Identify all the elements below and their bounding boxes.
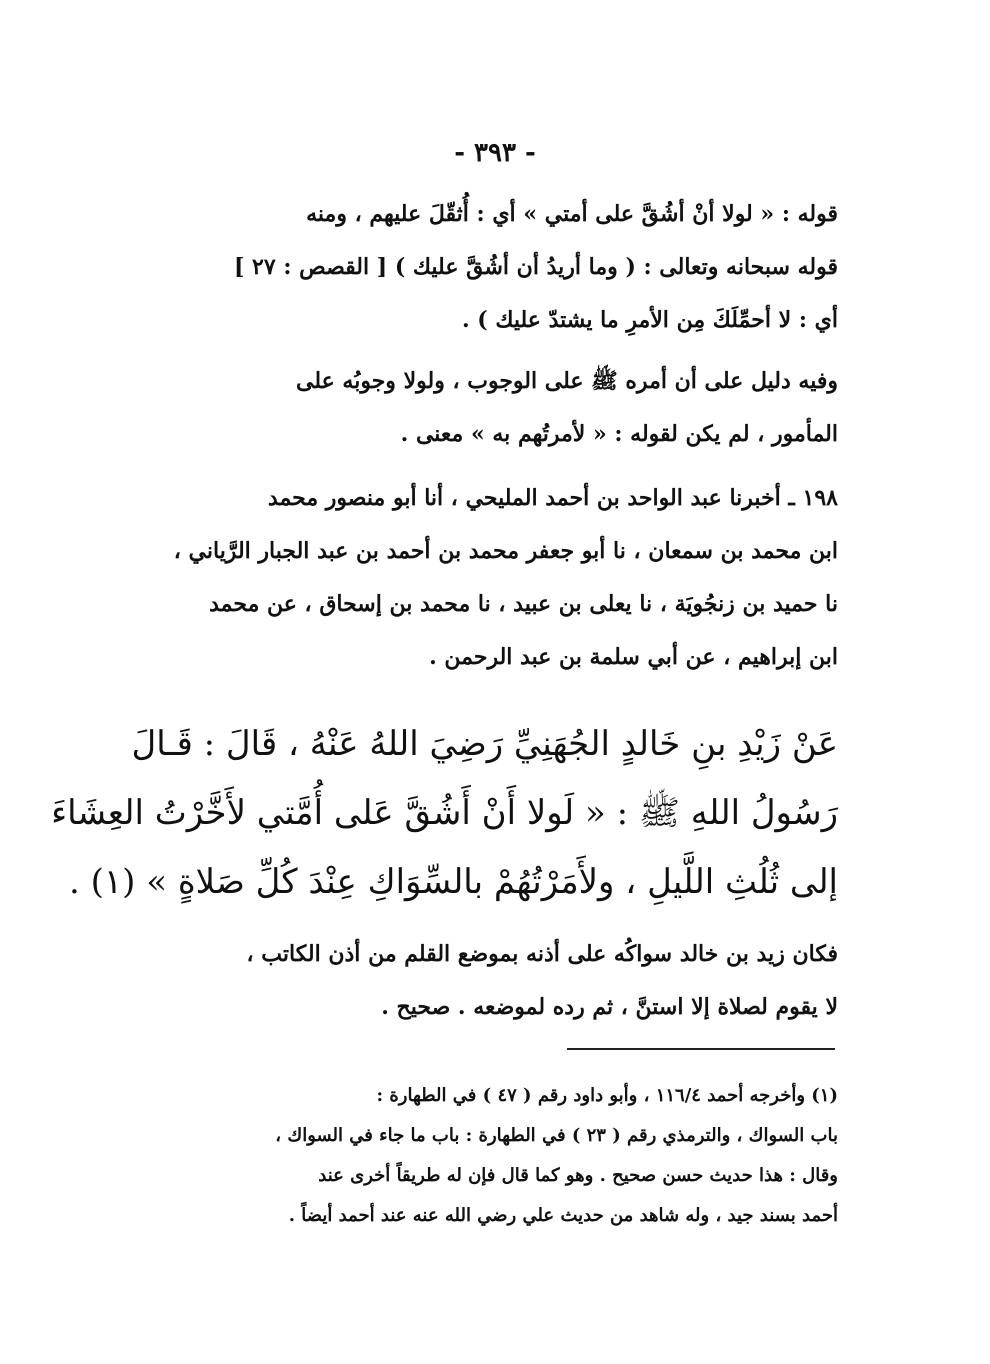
text-line: نا حميد بن زنجُويَة ، نا يعلى بن عبيد ، نا محمد بن إسحاق ، عن محمد [209,591,838,617]
text-line: وفيه دليل على أن أمره ﷺ على الوجوب ، ولولا وجوبُه على [296,368,838,394]
footnote-line: باب السواك ، والترمذي رقم ( ٢٣ ) في الطهارة : باب ما جاء في السواك ، [275,1125,838,1146]
hadith-line: رَسُولُ اللهِ ﷺ : « لَولا أَنْ أَشُقَّ عَلى أُمَّتي لأَخَّرْتُ العِشَاءَ [51,793,838,833]
text-line: أي : لا أحمِّلَكَ مِن الأمرِ ما يشتدّ عليك ) . [461,307,838,333]
text-line: ابن إبراهيم ، عن أبي سلمة بن عبد الرحمن . [429,644,838,670]
hadith-line: إلى ثُلُثِ اللَّيلِ ، ولأَمَرْتُهُمْ بالسِّوَاكِ عِنْدَ كُلِّ صَلاةٍ » (١) . [69,862,838,902]
footnote [180,1076,838,1236]
text-line: قوله سبحانه وتعالى : ( وما أريدُ أن أشُقَّ عليك ) [ القصص : ٢٧ ] [233,254,838,280]
text-line: ابن محمد بن سمعان ، نا أبو جعفر محمد بن أحمد بن عبد الجبار الرَّياني ، [173,538,838,564]
text-line: قوله : « لولا أنْ أشُقَّ على أمتي » أي : أُثقّلَ عليهم ، ومنه [306,201,838,227]
commentary-paragraph [180,928,838,1034]
text-line: ١٩٨ ـ أخبرنا عبد الواحد بن أحمد المليحي ، أنا أبو منصور محمد [267,485,838,511]
text-line: المأمور ، لم يكن لقوله : « لأمرتُهم به » معنى . [400,421,838,447]
commentary-paragraph [180,355,838,461]
hadith-text [51,710,838,917]
page-number: - ٣٩٣ - [454,138,536,168]
text-line: فكان زيد بن خالد سواكُه على أذنه بموضع القلم من أذن الكاتب ، [246,941,838,967]
text-line: لا يقوم لصلاة إلا استنَّ ، ثم رده لموضعه . صحيح . [381,994,838,1020]
footnote-line: أحمد بسند جيد ، وله شاهد من حديث علي رضي الله عنه عند أحمد أيضاً . [288,1205,838,1226]
hadith-line: عَنْ زَيْدِ بنِ خَالدٍ الجُهَنِيِّ رَضِيَ اللهُ عَنْهُ ، قَالَ : قَـالَ [131,724,838,764]
commentary-paragraph [180,188,838,347]
footnote-separator [567,1048,835,1050]
footnote-line: وقال : هذا حديث حسن صحيح . وهو كما قال فإن له طريقاً أخرى عند [318,1165,838,1186]
footnote-line: (١) وأخرجه أحمد ١١٦/٤ ، وأبو داود رقم ( ٤٧ ) في الطهارة : [376,1085,838,1106]
isnad-paragraph [173,472,838,684]
